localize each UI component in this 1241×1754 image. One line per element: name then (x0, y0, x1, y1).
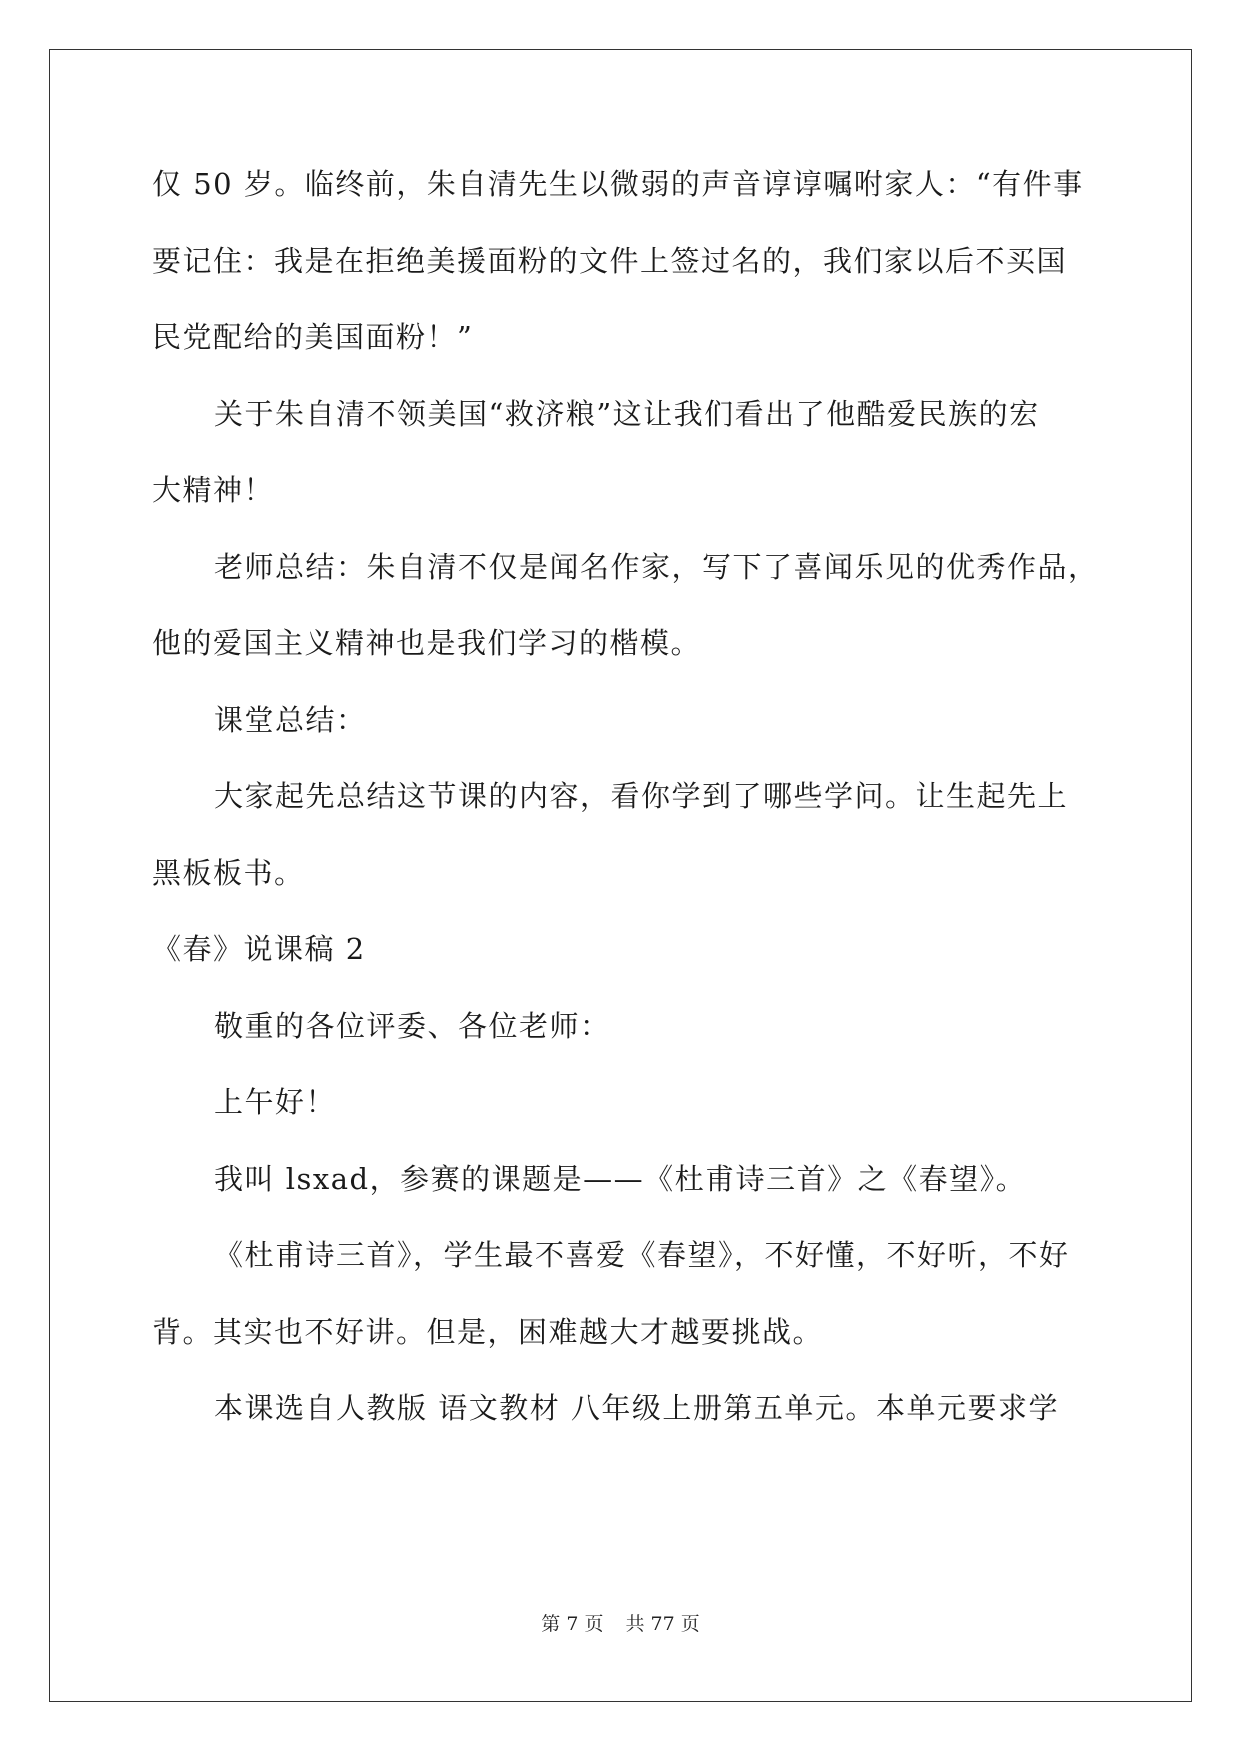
body-text-line: 大精神！ (152, 473, 275, 507)
body-text-line: 《杜甫诗三首》，学生最不喜爱《春望》，不好懂，不好听，不好 (214, 1238, 1070, 1272)
body-text-line: 背。其实也不好讲。但是，困难越大才越要挑战。 (152, 1315, 824, 1349)
body-text-line: 我叫 lsxad，参赛的课题是——《杜甫诗三首》之《春望》。 (214, 1162, 1027, 1196)
page-footer (0, 1612, 1241, 1636)
body-text-line: 上午好！ (214, 1085, 337, 1119)
body-text-line: 大家起先总结这节课的内容，看你学到了哪些学问。让生起先上 (214, 779, 1069, 813)
body-text-line: 老师总结：朱自清不仅是闻名作家，写下了喜闻乐见的优秀作品， (214, 550, 1099, 584)
page-number: 第 7 页 (541, 1613, 604, 1635)
body-text-line: 他的爱国主义精神也是我们学习的楷模。 (152, 626, 702, 660)
body-text-line: 要记住：我是在拒绝美援面粉的文件上签过名的，我们家以后不买国 (152, 244, 1068, 278)
section-heading: 《春》说课稿 2 (152, 932, 366, 966)
body-text-line: 敬重的各位评委、各位老师： (214, 1009, 611, 1043)
page-total: 共 77 页 (625, 1613, 700, 1635)
body-text-line: 黑板板书。 (152, 856, 305, 890)
body-text-line: 民党配给的美国面粉！” (152, 320, 474, 354)
body-text-line: 课堂总结： (214, 703, 367, 737)
body-text-line: 关于朱自清不领美国“救济粮”这让我们看出了他酷爱民族的宏 (214, 397, 1040, 431)
body-text-line: 本课选自人教版 语文教材 八年级上册第五单元。本单元要求学 (214, 1391, 1059, 1425)
body-text-line: 仅 50 岁。临终前，朱自清先生以微弱的声音谆谆嘱咐家人：“有件事 (152, 167, 1084, 201)
